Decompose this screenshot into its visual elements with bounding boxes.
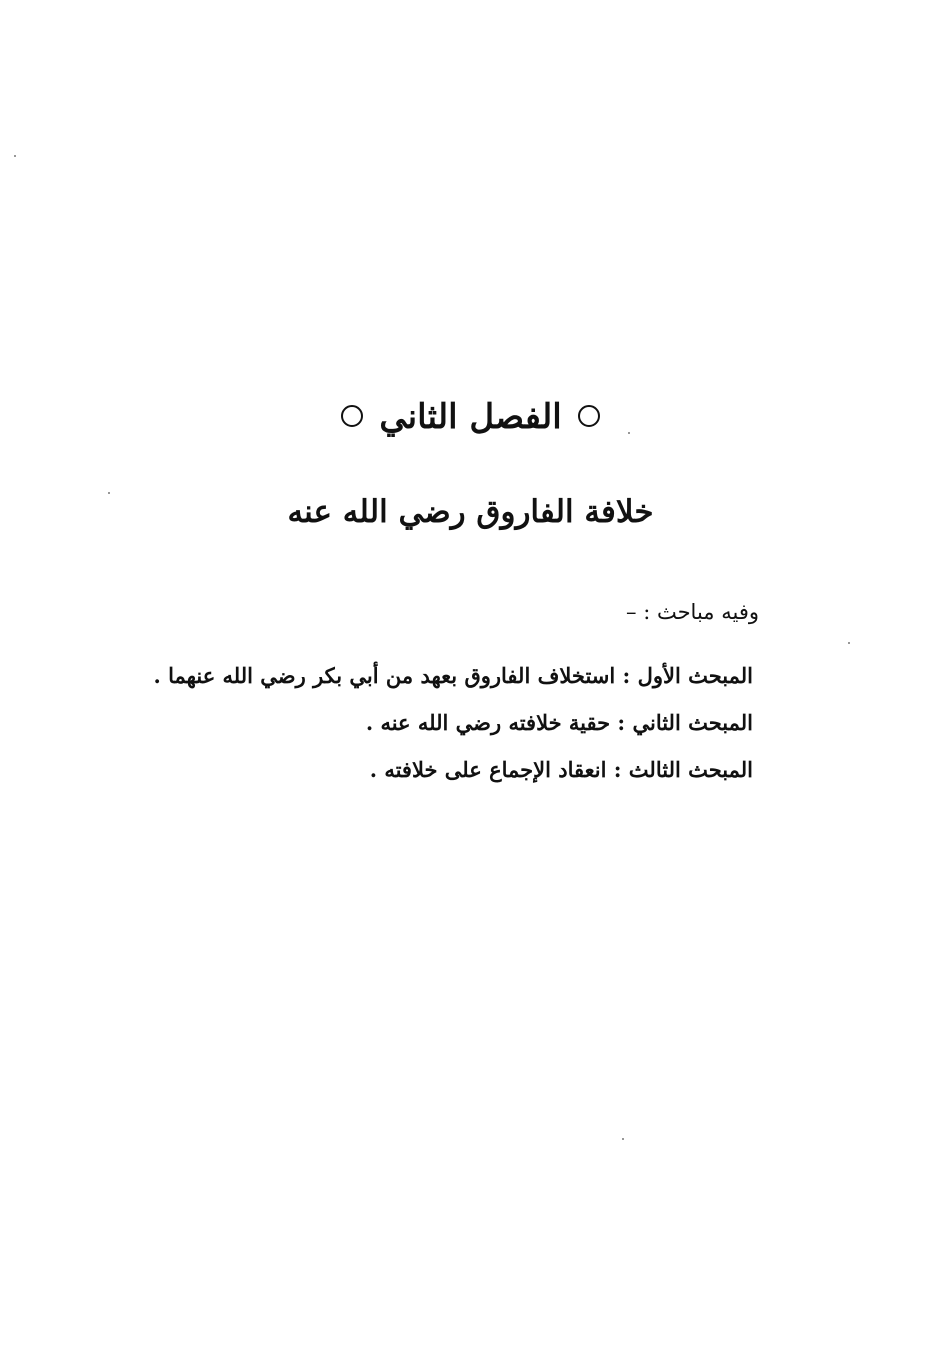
chapter-subtitle: خلافة الفاروق رضي الله عنه [287, 494, 654, 530]
sections-intro: وفيه مباحث : – [626, 600, 759, 624]
circle-ornament-left-icon [341, 405, 363, 427]
circle-ornament-right-icon [578, 405, 600, 427]
scan-speck [622, 1138, 624, 1140]
section-item-3: المبحث الثالث : انعقاد الإجماع على خلافته . [369, 757, 753, 782]
chapter-heading-text: الفصل الثاني [379, 397, 562, 437]
chapter-heading [0, 392, 941, 442]
scan-speck [628, 432, 630, 434]
sections-list [113, 652, 753, 793]
scan-speck [848, 642, 850, 644]
scan-speck [108, 492, 110, 494]
section-item-1: المبحث الأول : استخلاف الفاروق بعهد من أبي بكر رضي الله عنهما . [153, 663, 753, 688]
scan-speck [14, 155, 16, 157]
section-item-2: المبحث الثاني : حقية خلافته رضي الله عنه . [365, 710, 753, 735]
